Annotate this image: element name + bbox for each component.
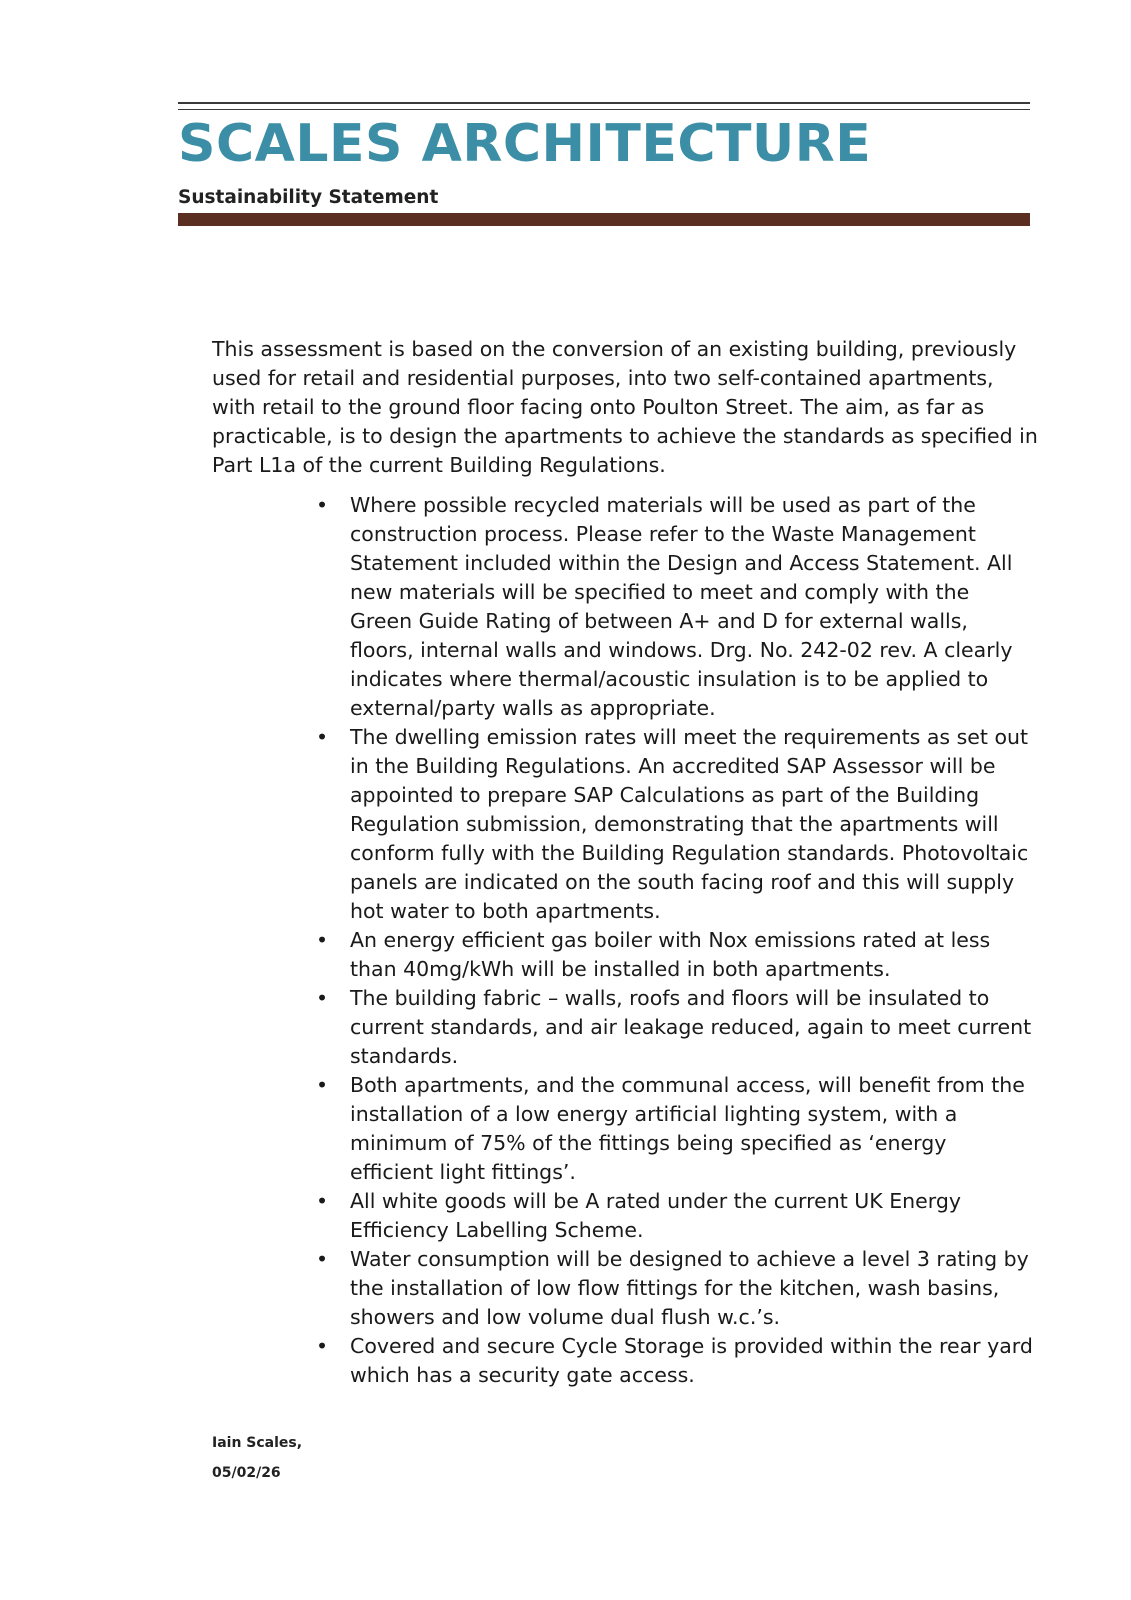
bullet-icon: • bbox=[316, 986, 329, 1010]
list-item bbox=[314, 984, 1034, 1071]
header-top-rule bbox=[178, 102, 1030, 104]
list-item bbox=[314, 1071, 1034, 1187]
list-item bbox=[314, 723, 1034, 926]
bullet-icon: • bbox=[316, 493, 329, 517]
list-item-text: Water consumption will be designed to achieve a level 3 rating by the installation of low flow fittings for the kitchen, wash basins, showers and low volume dual flush w.c.’s. bbox=[350, 1247, 1029, 1329]
bullet-icon: • bbox=[316, 725, 329, 749]
list-item bbox=[314, 1245, 1034, 1332]
intro-paragraph: This assessment is based on the conversion of an existing building, previously used for retail and residential purposes, into two self-contained apartments, with retail to the ground floor facing onto Poulton Street. The aim, as far as practicable, is to design the apartments to achieve the standards as specified in Part L1a of the current Building Regulations. bbox=[212, 337, 1038, 477]
document-type: Sustainability Statement bbox=[178, 187, 439, 208]
list-item-text: Where possible recycled materials will be used as part of the construction process. Please refer to the Waste Management Statement included within the Design and Access Statement. All new materials will be specified to meet and comply with the Green Guide Rating of between A+ and D for external walls, floors, internal walls and windows. Drg. No. 242-02 rev. A clearly indicates where thermal/acoustic insulation is to be applied to external/party walls as appropriate. bbox=[350, 493, 1013, 720]
list-item-text: All white goods will be A rated under the current UK Energy Efficiency Labelling Scheme. bbox=[350, 1189, 961, 1242]
bullet-icon: • bbox=[316, 1247, 329, 1271]
list-item bbox=[314, 926, 1034, 984]
list-item bbox=[314, 1332, 1034, 1390]
list-item-text: Both apartments, and the communal access, will benefit from the installation of a low energy artificial lighting system, with a minimum of 75% of the fittings being specified as ‘energy efficient light fittings’. bbox=[350, 1073, 1025, 1184]
list-item-text: The dwelling emission rates will meet the requirements as set out in the Building Regulations. An accredited SAP Assessor will be appointed to prepare SAP Calculations as part of the Building Regulation submission, demonstrating that the apartments will conform fully with the Building Regulation standards. Photovoltaic panels are indicated on the south facing roof and this will supply hot water to both apartments. bbox=[350, 725, 1029, 923]
list-item-text: Covered and secure Cycle Storage is provided within the rear yard which has a security gate access. bbox=[350, 1334, 1033, 1387]
letterhead bbox=[178, 102, 1030, 226]
bullet-icon: • bbox=[316, 928, 329, 952]
bullet-icon: • bbox=[316, 1073, 329, 1097]
list-item-text: The building fabric – walls, roofs and floors will be insulated to current standards, and air leakage reduced, again to meet current standards. bbox=[350, 986, 1032, 1068]
signature-block bbox=[212, 1428, 302, 1488]
company-name: SCALES ARCHITECTURE bbox=[178, 114, 872, 174]
bullet-icon: • bbox=[316, 1189, 329, 1213]
list-item-text: An energy efficient gas boiler with Nox emissions rated at less than 40mg/kWh will be installed in both apartments. bbox=[350, 928, 991, 981]
bullet-list bbox=[314, 491, 1034, 1390]
list-item bbox=[314, 1187, 1034, 1245]
header-top-rule-thin bbox=[178, 109, 1030, 110]
list-item bbox=[314, 491, 1034, 723]
signature-date: 05/02/26 bbox=[212, 1465, 281, 1481]
signatory-name: Iain Scales, bbox=[212, 1435, 303, 1451]
header-bottom-bar bbox=[178, 213, 1030, 226]
bullet-icon: • bbox=[316, 1334, 329, 1358]
